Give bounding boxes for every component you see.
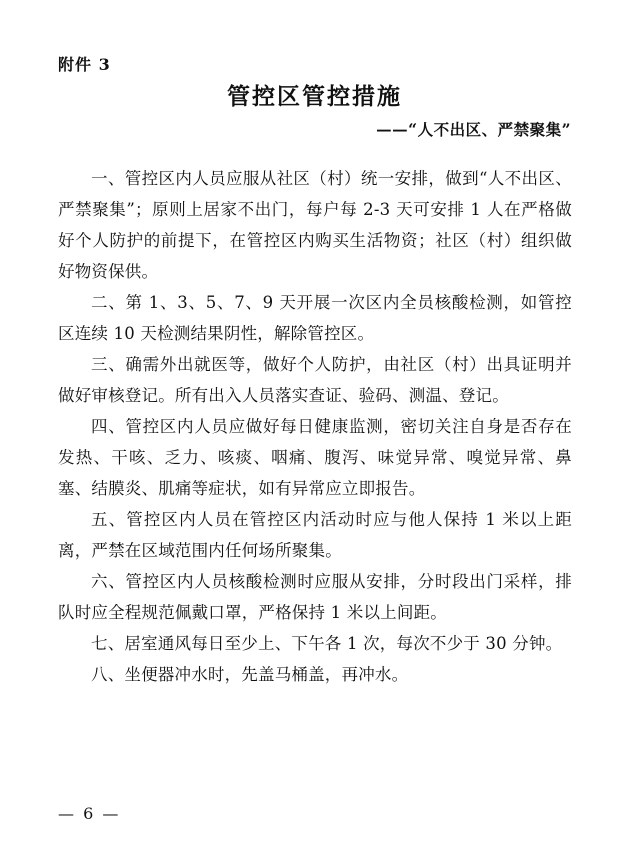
paragraph: 五、管控区内人员在管控区内活动时应与他人保持 1 米以上距离，严禁在区域范围内任何场所聚集。 (58, 510, 572, 560)
attachment-label: 附件 3 (58, 55, 111, 74)
paragraph: 八、坐便器冲水时，先盖马桶盖，再冲水。 (91, 665, 409, 684)
document-body (58, 163, 572, 690)
paragraph: 七、居室通风每日至少上、下午各 1 次，每次不少于 30 分钟。 (91, 634, 563, 653)
document-subtitle: ——“人不出区、严禁聚集” (376, 120, 571, 139)
page-number: — 6 — (58, 804, 121, 823)
paragraph: 一、管控区内人员应服从社区（村）统一安排，做到“人不出区、严禁聚集”；原则上居家不出门，每户每 2-3 天可安排 1 人在严格做好个人防护的前提下，在管控区内购买生活物资；社区（村）组织做好物资保供。 (58, 169, 572, 281)
paragraph: 三、确需外出就医等，做好个人防护，由社区（村）出具证明并做好审核登记。所有出入人员落实查证、验码、测温、登记。 (58, 355, 572, 405)
page-title: 管控区管控措施 (227, 83, 402, 110)
paragraph: 四、管控区内人员应做好每日健康监测，密切关注自身是否存在发热、干咳、乏力、咳痰、咽痛、腹泻、味觉异常、嗅觉异常、鼻塞、结膜炎、肌痛等症状，如有异常应立即报告。 (58, 417, 572, 498)
paragraph: 二、第 1、3、5、7、9 天开展一次区内全员核酸检测，如管控区连续 10 天检测结果阴性，解除管控区。 (58, 293, 572, 343)
paragraph: 六、管控区内人员核酸检测时应服从安排，分时段出门采样，排队时应全程规范佩戴口罩，严格保持 1 米以上间距。 (58, 572, 572, 622)
